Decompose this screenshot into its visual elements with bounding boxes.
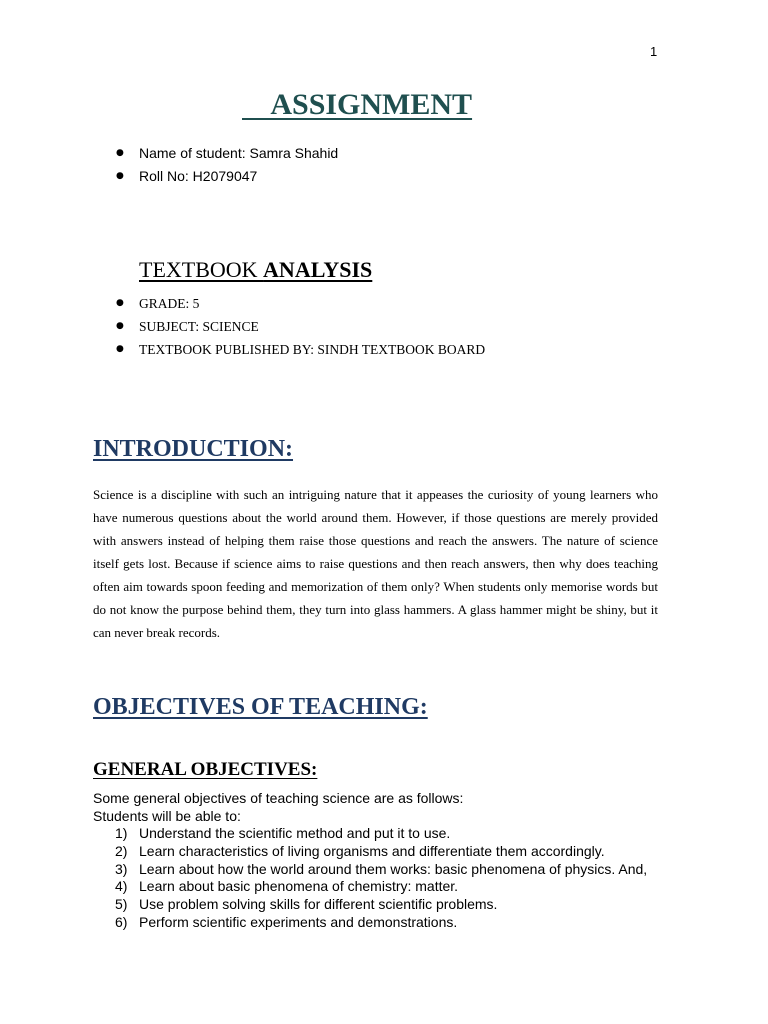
textbook-heading-part2: ANALYSIS (263, 257, 373, 282)
objective-text: Perform scientific experiments and demonstrations. (139, 913, 458, 930)
student-name-item: ● Name of student: Samra Shahid (93, 142, 338, 165)
objective-number: 4) (115, 878, 128, 895)
objective-number: 5) (115, 896, 128, 913)
general-objectives-heading: GENERAL OBJECTIVES: (93, 759, 318, 780)
objective-number: 6) (115, 913, 128, 930)
objectives-lead (93, 789, 463, 825)
objective-text: Understand the scientific method and put it to use. (139, 825, 451, 841)
objective-text: Learn about how the world around them works: basic phenomena of physics. And, (139, 860, 648, 877)
grade-item: ● GRADE: 5 (93, 292, 485, 315)
objectives-lead-line1: Some general objectives of teaching science are as follows: (93, 790, 464, 806)
introduction-heading: INTRODUCTION: (93, 436, 294, 462)
objective-number: 3) (115, 860, 128, 877)
objective-item (93, 825, 647, 843)
introduction-paragraph: Science is a discipline with such an intriguing nature that it appeases the curiosity of young learners who have numerous questions about the world around them. However, if those questions are merely provided with answers instead of helping them raise those questions and reach the answers. The nature of science itself gets lost. Because if science aims to raise questions and then reach answers, then why does teaching often aim towards spoon feeding and memorization of them only? When students only memorise words but do not know the purpose behind them, they turn into glass hammers. A glass hammer might be shiny, but it can never break records. (93, 487, 658, 640)
objective-item (93, 896, 647, 914)
textbook-info-list (93, 292, 485, 361)
subject-item: ● SUBJECT: SCIENCE (93, 315, 485, 338)
objective-number: 1) (115, 825, 128, 841)
objective-text: Learn about basic phenomena of chemistry: matter. (139, 878, 459, 895)
objective-item (93, 861, 647, 879)
objective-item (93, 914, 647, 932)
objective-text: Learn characteristics of living organisms and differentiate them accordingly. (139, 842, 605, 859)
page-number: 1 (650, 44, 658, 59)
objectives-lead-line2: Students will be able to: (93, 808, 241, 824)
publisher-item: ● TEXTBOOK PUBLISHED BY: SINDH TEXTBOOK BOARD (93, 338, 485, 361)
objective-number: 2) (115, 842, 128, 859)
student-info-list (93, 142, 338, 188)
textbook-analysis-heading (139, 257, 372, 283)
assignment-title: ASSIGNMENT (242, 88, 473, 121)
objective-text: Use problem solving skills for different scientific problems. (139, 896, 498, 913)
objective-item (93, 843, 647, 861)
objective-item (93, 878, 647, 896)
objectives-list (93, 825, 647, 932)
textbook-heading-part1: TEXTBOOK (139, 257, 264, 282)
objectives-heading: OBJECTIVES OF TEACHING: (93, 694, 428, 720)
roll-number-item: ● Roll No: H2079047 (93, 165, 338, 188)
